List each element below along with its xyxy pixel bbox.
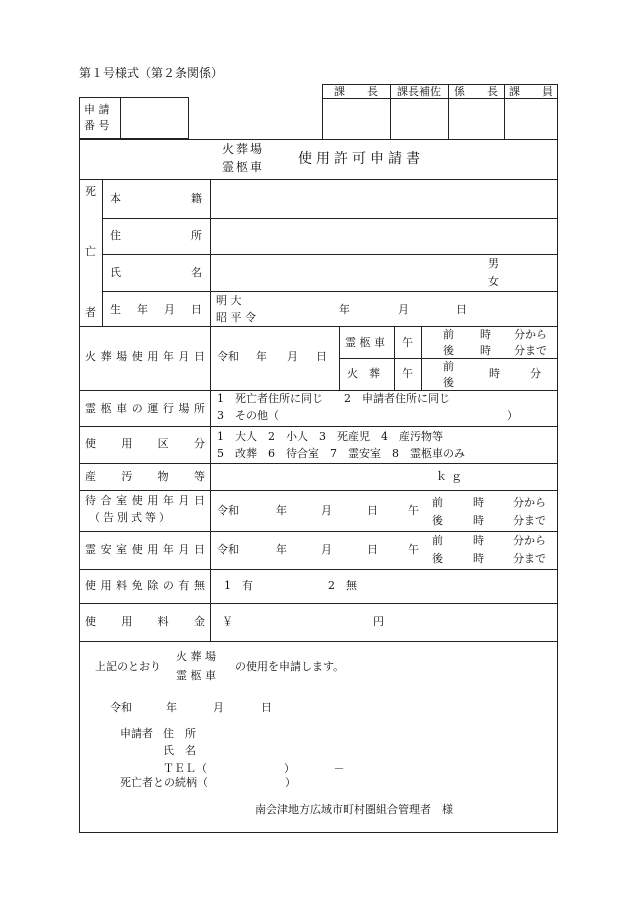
deceased-address-input[interactable] — [211, 219, 557, 253]
honseki-label-b: 籍 — [191, 192, 202, 205]
address-label-a: 住 — [110, 229, 121, 242]
waiting-room-label: 待 合 室 使 用 年 月 日 — [85, 494, 205, 507]
crem-reiwa-label: 令和 — [217, 350, 239, 363]
waste-unit-kg: ｋｇ — [436, 470, 466, 483]
submit-year-label: 年 — [166, 701, 177, 714]
hearse-time-label: 霊 柩 車 — [345, 336, 385, 349]
morgue-from-label: 分から — [513, 534, 546, 547]
morgue-gozen-label: 午 — [408, 543, 419, 556]
morgue-year-label: 年 — [276, 543, 287, 556]
morgue-to-label: 分まで — [513, 552, 546, 565]
era-options-showa-heisei-reiwa[interactable]: 昭 平 令 — [216, 311, 256, 324]
address-label-b: 所 — [191, 229, 202, 242]
form-title: 使用許可申請書 — [298, 151, 424, 167]
declaration-suffix: の使用を申請します。 — [235, 660, 345, 673]
gender-male-option[interactable]: 男 — [488, 257, 499, 270]
hearse-pm-option[interactable]: 後 — [443, 344, 454, 357]
waiting-hour-label-1: 時 — [473, 496, 484, 509]
morgue-pm-option[interactable]: 後 — [432, 552, 443, 565]
exemption-yes-option[interactable]: 1 有 — [224, 579, 253, 592]
waiting-year-label: 年 — [276, 504, 287, 517]
yen-unit: 円 — [373, 615, 384, 628]
stamp-cell-kacho-hosa[interactable] — [391, 99, 447, 139]
waiting-month-label: 月 — [321, 504, 332, 517]
applicant-name-label: 氏 名 — [163, 744, 196, 757]
usage-category-options-2[interactable]: 5 改葬 6 待合室 7 霊安室 8 霊柩車のみ — [217, 447, 465, 460]
crem-year-label: 年 — [256, 350, 267, 363]
declaration-facility-crematorium: 火 葬 場 — [176, 650, 216, 663]
route-option-deceased-address[interactable]: 1 死亡者住所に同じ — [217, 392, 323, 405]
waiting-date-input[interactable] — [240, 500, 400, 520]
name-label-a: 氏 — [110, 266, 121, 279]
dob-label-4: 日 — [191, 303, 202, 316]
honseki-input[interactable] — [211, 180, 557, 217]
applicant-tel-label[interactable]: ＴＥＬ（ ） － — [163, 762, 345, 775]
route-other-close: ） — [507, 409, 518, 422]
waste-weight-input[interactable] — [211, 464, 431, 489]
recipient-line: 南会津地方広域市町村圏組合管理者 様 — [255, 803, 453, 816]
waiting-room-sublabel: （告別式等） — [89, 511, 173, 524]
cremation-gozen-label: 午 — [402, 367, 413, 380]
morgue-day-label: 日 — [367, 543, 378, 556]
title-facility-crematorium: 火葬場 — [222, 142, 265, 156]
fee-label: 使 用 料 金 — [85, 615, 205, 628]
fee-amount-input[interactable] — [236, 610, 370, 634]
submit-date-input[interactable] — [135, 697, 275, 717]
hearse-gozen-label: 午 — [402, 336, 413, 349]
dob-label-3: 月 — [164, 303, 175, 316]
hearse-from-label: 分から — [514, 328, 547, 341]
hearse-to-label: 分まで — [514, 344, 547, 357]
relation-label[interactable]: 死亡者との続柄（ ） — [120, 776, 296, 789]
waiting-from-label: 分から — [513, 496, 546, 509]
submit-reiwa-label: 令和 — [110, 701, 132, 714]
morgue-date-input[interactable] — [240, 539, 400, 559]
cremation-pm-option[interactable]: 後 — [443, 376, 454, 389]
cremation-am-option[interactable]: 前 — [443, 360, 454, 373]
exemption-no-option[interactable]: 2 無 — [328, 579, 357, 592]
waste-label: 産 汚 物 等 — [85, 470, 205, 483]
deceased-group-label-1: 死 — [85, 185, 96, 198]
morgue-reiwa-label: 令和 — [217, 543, 239, 556]
crem-day-label: 日 — [316, 350, 327, 363]
morgue-month-label: 月 — [321, 543, 332, 556]
morgue-hour-label-2: 時 — [473, 552, 484, 565]
cremation-time-label: 火 葬 — [347, 367, 380, 380]
yen-sign: ￥ — [222, 615, 233, 628]
approval-header-kain: 課 員 — [509, 85, 553, 98]
hearse-hour-label-2: 時 — [480, 344, 491, 357]
morgue-label: 霊 安 室 使 用 年 月 日 — [85, 543, 205, 556]
approval-header-kacho-hosa: 課長補佐 — [397, 85, 441, 98]
name-label-b: 名 — [191, 266, 202, 279]
approval-header-kacho: 課 長 — [334, 85, 378, 98]
dob-label-1: 生 — [110, 303, 121, 316]
usage-category-options-1[interactable]: 1 大人 2 小人 3 死産児 4 産汚物等 — [217, 430, 443, 443]
waiting-am-option[interactable]: 前 — [432, 496, 443, 509]
waiting-hour-label-2: 時 — [473, 514, 484, 527]
hearse-hour-label-1: 時 — [480, 328, 491, 341]
dob-year-label: 年 — [339, 303, 350, 316]
submit-day-label: 日 — [261, 701, 272, 714]
route-other-input[interactable] — [290, 408, 505, 424]
hearse-am-option[interactable]: 前 — [443, 328, 454, 341]
declaration-prefix: 上記のとおり — [95, 660, 161, 673]
stamp-cell-kain[interactable] — [505, 99, 557, 139]
app-number-label-1: 申 請 — [84, 103, 110, 116]
applicant-name-input[interactable] — [205, 741, 505, 759]
declaration-facility-hearse: 霊 柩 車 — [176, 669, 216, 682]
form-number: 第１号様式（第２条関係） — [79, 66, 224, 80]
dob-day-label: 日 — [456, 303, 467, 316]
submit-month-label: 月 — [213, 701, 224, 714]
stamp-cell-kakaricho[interactable] — [449, 99, 503, 139]
morgue-am-option[interactable]: 前 — [432, 534, 443, 547]
cremation-date-label: 火 葬 場 使 用 年 月 日 — [85, 350, 205, 363]
honseki-label-a: 本 — [110, 192, 121, 205]
cremation-date-input[interactable] — [240, 346, 330, 366]
application-number-input[interactable] — [121, 98, 188, 138]
applicant-label: 申請者 — [120, 727, 153, 740]
stamp-cell-kacho[interactable] — [323, 99, 389, 139]
deceased-group-label-3: 者 — [85, 306, 96, 319]
deceased-group-label-2: 亡 — [85, 245, 96, 258]
dob-label-2: 年 — [137, 303, 148, 316]
hearse-route-label: 霊 柩 車 の 運 行 場 所 — [85, 402, 205, 415]
cremation-hour-label: 時 — [489, 367, 500, 380]
title-facility-hearse: 霊柩車 — [222, 160, 265, 174]
fee-exemption-label: 使 用 料 免 除 の 有 無 — [85, 579, 205, 592]
morgue-hour-label-1: 時 — [473, 534, 484, 547]
waiting-gozen-label: 午 — [408, 504, 419, 517]
era-options-meiji-taisho[interactable]: 明 大 — [216, 294, 242, 307]
dob-month-label: 月 — [398, 303, 409, 316]
waiting-pm-option[interactable]: 後 — [432, 514, 443, 527]
app-number-label-2: 番 号 — [84, 119, 110, 132]
applicant-address-input[interactable] — [205, 724, 505, 742]
route-option-applicant-address[interactable]: 2 申請者住所に同じ — [344, 392, 450, 405]
waiting-to-label: 分まで — [513, 514, 546, 527]
waiting-reiwa-label: 令和 — [217, 504, 239, 517]
approval-header-kakaricho: 係 長 — [454, 85, 498, 98]
waiting-day-label: 日 — [367, 504, 378, 517]
gender-female-option[interactable]: 女 — [488, 275, 499, 288]
cremation-minute-label: 分 — [530, 367, 541, 380]
deceased-name-input[interactable] — [211, 255, 481, 290]
usage-category-label: 使 用 区 分 — [85, 437, 205, 450]
applicant-address-label: 住 所 — [163, 727, 196, 740]
crem-month-label: 月 — [287, 350, 298, 363]
route-option-other[interactable]: 3 その他（ — [217, 409, 279, 422]
